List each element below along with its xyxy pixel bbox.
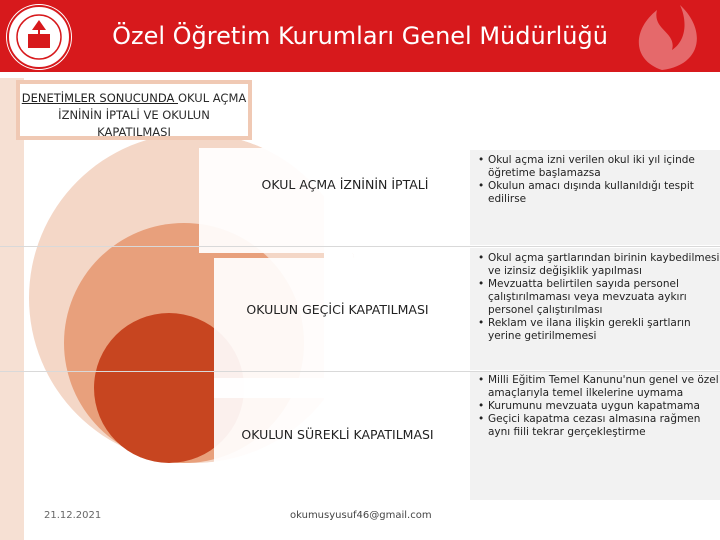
footer-email: okumusyusuf46@gmail.com [290,510,432,521]
row-3-label: OKULUN SÜREKLİ KAPATILMASI [241,427,434,442]
callout-underlined-text: DENETİMLER SONUCUNDA [21,91,178,105]
row-1-label: OKUL AÇMA İZNİNİN İPTALİ [261,177,429,192]
row-2-bullet-list [470,248,720,343]
row-divider [0,246,720,247]
list-item: • Geçici kapatma cezası almasına rağmen aynı fiili tekrar gerçekleştirme [488,413,720,439]
row-3-bullet-list [470,372,720,439]
left-accent-panel [0,78,24,540]
row-1-bullet-list [470,150,720,206]
list-item: • Mevzuatta belirtilen sayıda personel çalıştırılmaması veya mevzuata aykırı personel çalıştırılması [488,278,720,317]
list-item: • Milli Eğitim Temel Kanunu'nun genel ve özel amaçlarıyla temel ilkelerine uymama [488,374,720,400]
row-3-detail-panel [470,372,720,500]
list-item: • Okulun amacı dışında kullanıldığı tespit edilirse [488,180,720,206]
row-2-label: OKULUN GEÇİCİ KAPATILMASI [246,302,429,317]
topic-callout [16,80,252,140]
nested-circle-diagram [21,78,484,518]
row-1-detail-panel [470,150,720,245]
callout-text: OKUL AÇMA İZNİNİN İPTALİ VE OKULUN KAPATILMASI [58,91,247,139]
page-title: Özel Öğretim Kurumları Genel Müdürlüğü [112,22,608,50]
list-item: • Kurumunu mevzuata uygun kapatmama [488,400,720,413]
list-item: • Reklam ve ilana ilişkin gerekli şartların yerine getirilmemesi [488,317,720,343]
footer-date: 21.12.2021 [44,510,102,521]
flame-decoration-icon [602,0,712,72]
list-item: • Okul açma şartlarından birinin kaybedilmesi ve izinsiz değişiklik yapılması [488,252,720,278]
list-item: • Okul açma izni verilen okul iki yıl içinde öğretime başlamazsa [488,154,720,180]
row-2-detail-panel [470,248,720,370]
